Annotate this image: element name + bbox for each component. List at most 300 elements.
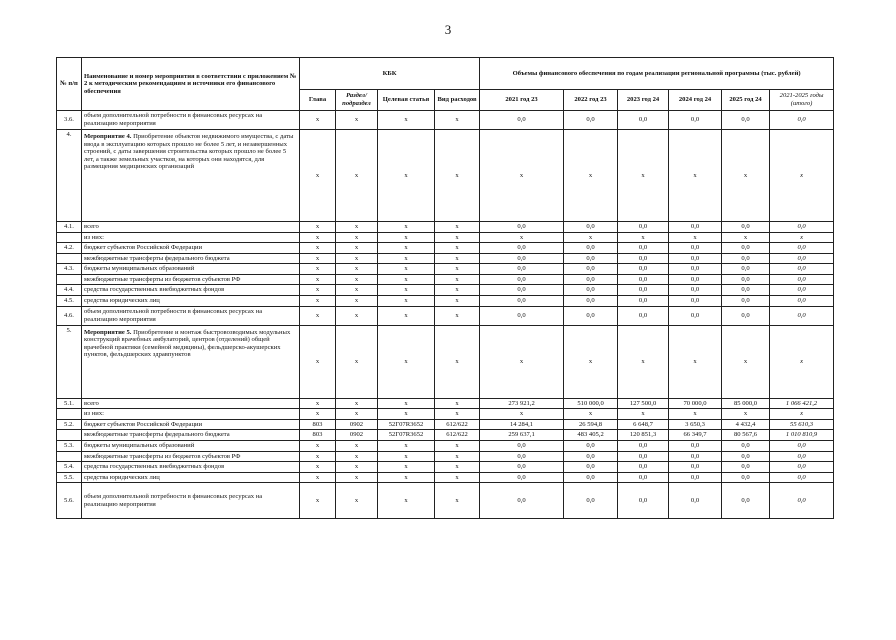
kbk-vid: x bbox=[435, 253, 480, 264]
value-year: 120 851,3 bbox=[618, 430, 669, 441]
value-year: 0,0 bbox=[564, 451, 618, 462]
row-number: 5.2. bbox=[57, 419, 82, 430]
value-year: 0,0 bbox=[564, 296, 618, 307]
value-year: 0,0 bbox=[618, 264, 669, 275]
value-year: 0,0 bbox=[669, 306, 722, 325]
value-total: 1 066 421,2 bbox=[770, 398, 834, 409]
row-number bbox=[57, 232, 82, 243]
table-row bbox=[57, 325, 834, 398]
kbk-vid: x bbox=[435, 274, 480, 285]
kbk-statya: x bbox=[378, 274, 435, 285]
kbk-statya: x bbox=[378, 111, 435, 130]
value-year: x bbox=[618, 325, 669, 398]
value-year: 0,0 bbox=[480, 222, 564, 233]
value-total: x bbox=[770, 232, 834, 243]
row-label: межбюджетные трансферты из бюджетов субъектов РФ bbox=[84, 275, 241, 283]
kbk-vid: x bbox=[435, 130, 480, 222]
kbk-statya: x bbox=[378, 306, 435, 325]
kbk-statya: x bbox=[378, 285, 435, 296]
value-year: x bbox=[480, 232, 564, 243]
value-year: x bbox=[618, 409, 669, 420]
row-number bbox=[57, 430, 82, 441]
kbk-glava: x bbox=[300, 222, 336, 233]
kbk-vid: x bbox=[435, 111, 480, 130]
header-year-2021: 2021 год 23 bbox=[480, 90, 564, 111]
value-total: 0,0 bbox=[770, 462, 834, 473]
row-number: 4.2. bbox=[57, 243, 82, 254]
value-year: 0,0 bbox=[669, 222, 722, 233]
value-year: 273 921,2 bbox=[480, 398, 564, 409]
value-year: 0,0 bbox=[722, 243, 770, 254]
value-year: x bbox=[618, 130, 669, 222]
value-year: 510 000,0 bbox=[564, 398, 618, 409]
row-name bbox=[82, 451, 300, 462]
value-year: 0,0 bbox=[618, 222, 669, 233]
row-label: всего bbox=[84, 399, 99, 407]
table-row bbox=[57, 398, 834, 409]
row-name bbox=[82, 253, 300, 264]
value-year: 0,0 bbox=[669, 483, 722, 519]
kbk-statya: x bbox=[378, 398, 435, 409]
row-name bbox=[82, 483, 300, 519]
table-row bbox=[57, 483, 834, 519]
value-year: x bbox=[669, 130, 722, 222]
value-year: x bbox=[722, 325, 770, 398]
funding-table bbox=[56, 57, 834, 519]
value-total: 0,0 bbox=[770, 243, 834, 254]
table-row bbox=[57, 306, 834, 325]
row-label: межбюджетные трансферты из бюджетов субъектов РФ bbox=[84, 452, 241, 460]
kbk-statya: x bbox=[378, 462, 435, 473]
value-year: 0,0 bbox=[564, 222, 618, 233]
row-number bbox=[57, 451, 82, 462]
kbk-glava: x bbox=[300, 274, 336, 285]
row-name bbox=[82, 419, 300, 430]
kbk-vid: 612/622 bbox=[435, 419, 480, 430]
row-name bbox=[82, 264, 300, 275]
table-row bbox=[57, 232, 834, 243]
kbk-razdel: x bbox=[336, 440, 378, 451]
kbk-razdel: x bbox=[336, 483, 378, 519]
header-kbk-glava: Глава bbox=[300, 90, 336, 111]
row-name bbox=[82, 462, 300, 473]
kbk-vid: x bbox=[435, 232, 480, 243]
value-year: 0,0 bbox=[722, 222, 770, 233]
value-year: 0,0 bbox=[618, 285, 669, 296]
value-year: 0,0 bbox=[618, 253, 669, 264]
row-label: всего bbox=[84, 223, 99, 230]
value-year: x bbox=[564, 130, 618, 222]
header-kbk-statya: Целевая статья bbox=[378, 90, 435, 111]
value-year: 0,0 bbox=[564, 274, 618, 285]
kbk-vid: x bbox=[435, 296, 480, 307]
row-name bbox=[82, 325, 300, 398]
kbk-razdel: x bbox=[336, 274, 378, 285]
table-row bbox=[57, 451, 834, 462]
kbk-glava: x bbox=[300, 306, 336, 325]
row-name bbox=[82, 243, 300, 254]
kbk-vid: x bbox=[435, 472, 480, 483]
row-label: Приобретение объектов недвижимого имущества, с даты ввода в эксплуатацию которых прошло не более 5 лет, и незавершенных строений, с даты завершения строительства которых прошло не более 5 лет, а также земельных участков, на которых они находятся, для размещения медицинских организаций bbox=[84, 133, 294, 171]
value-year: 0,0 bbox=[722, 451, 770, 462]
value-year: 0,0 bbox=[480, 111, 564, 130]
kbk-statya: x bbox=[378, 451, 435, 462]
kbk-vid: 612/622 bbox=[435, 430, 480, 441]
row-label: объем дополнительной потребности в финансовых ресурсах на реализацию мероприятия bbox=[84, 493, 263, 508]
value-year: 85 000,0 bbox=[722, 398, 770, 409]
value-year: 0,0 bbox=[618, 440, 669, 451]
kbk-vid: x bbox=[435, 483, 480, 519]
value-year: 3 650,3 bbox=[669, 419, 722, 430]
value-year: 0,0 bbox=[722, 296, 770, 307]
header-funding: Объемы финансового обеспечения по годам реализации региональной программы (тыс. рублей) bbox=[480, 58, 834, 90]
row-number: 5.1. bbox=[57, 398, 82, 409]
value-total: 0,0 bbox=[770, 285, 834, 296]
row-number: 4.4. bbox=[57, 285, 82, 296]
value-year: 127 500,0 bbox=[618, 398, 669, 409]
kbk-statya: x bbox=[378, 264, 435, 275]
kbk-razdel: x bbox=[336, 232, 378, 243]
value-year: 0,0 bbox=[669, 274, 722, 285]
value-year: 0,0 bbox=[618, 274, 669, 285]
kbk-vid: x bbox=[435, 306, 480, 325]
kbk-vid: x bbox=[435, 243, 480, 254]
table-row bbox=[57, 440, 834, 451]
value-year: 0,0 bbox=[618, 111, 669, 130]
value-year: 6 648,7 bbox=[618, 419, 669, 430]
value-year: 0,0 bbox=[669, 285, 722, 296]
value-year: 0,0 bbox=[618, 451, 669, 462]
kbk-glava: 803 bbox=[300, 430, 336, 441]
value-year: 0,0 bbox=[618, 296, 669, 307]
value-total: 0,0 bbox=[770, 253, 834, 264]
value-total: 0,0 bbox=[770, 440, 834, 451]
header-kbk-vid: Вид расходов bbox=[435, 90, 480, 111]
value-year: 0,0 bbox=[618, 462, 669, 473]
value-total: 0,0 bbox=[770, 306, 834, 325]
header-num: № п/п bbox=[57, 58, 82, 111]
value-year: 0,0 bbox=[564, 253, 618, 264]
value-year: 259 637,1 bbox=[480, 430, 564, 441]
value-year: 0,0 bbox=[669, 111, 722, 130]
value-year: 483 405,2 bbox=[564, 430, 618, 441]
value-year: 0,0 bbox=[564, 111, 618, 130]
measure-title: Мероприятие 4. bbox=[84, 133, 134, 140]
kbk-statya: x bbox=[378, 409, 435, 420]
kbk-statya: x bbox=[378, 243, 435, 254]
value-year: 0,0 bbox=[669, 451, 722, 462]
row-label: средства государственных внебюджетных фондов bbox=[84, 286, 225, 294]
value-year: 0,0 bbox=[669, 462, 722, 473]
kbk-glava: x bbox=[300, 264, 336, 275]
row-number bbox=[57, 253, 82, 264]
header-year-2024: 2024 год 24 bbox=[669, 90, 722, 111]
row-label: из них: bbox=[84, 410, 104, 418]
value-year: 0,0 bbox=[618, 483, 669, 519]
value-year: 0,0 bbox=[564, 243, 618, 254]
row-label: объем дополнительной потребности в финансовых ресурсах на реализацию мероприятия bbox=[84, 308, 263, 323]
kbk-statya: x bbox=[378, 325, 435, 398]
value-year: 0,0 bbox=[722, 440, 770, 451]
value-year: 0,0 bbox=[480, 264, 564, 275]
value-year: 0,0 bbox=[480, 243, 564, 254]
value-year: 0,0 bbox=[618, 306, 669, 325]
row-name bbox=[82, 274, 300, 285]
value-year: 80 567,6 bbox=[722, 430, 770, 441]
header-name: Наименование и номер мероприятия в соответствии с приложением № 2 к методическим рекомендациям и источники его финансового обеспечения bbox=[82, 58, 300, 111]
value-year: x bbox=[480, 409, 564, 420]
value-year: 0,0 bbox=[669, 243, 722, 254]
value-total: x bbox=[770, 325, 834, 398]
kbk-vid: x bbox=[435, 409, 480, 420]
row-name bbox=[82, 111, 300, 130]
value-year: x bbox=[564, 232, 618, 243]
row-label: средства государственных внебюджетных фондов bbox=[84, 463, 225, 471]
value-year: 0,0 bbox=[564, 462, 618, 473]
row-label: средства юридических лиц bbox=[84, 297, 160, 305]
kbk-statya: x bbox=[378, 472, 435, 483]
header-year-2022: 2022 год 23 bbox=[564, 90, 618, 111]
value-total: 0,0 bbox=[770, 264, 834, 275]
kbk-glava: x bbox=[300, 440, 336, 451]
kbk-glava: x bbox=[300, 472, 336, 483]
value-year: 0,0 bbox=[564, 306, 618, 325]
table-row bbox=[57, 430, 834, 441]
table-row bbox=[57, 243, 834, 254]
header-kbk-razdel: Раздел/ подраздел bbox=[336, 90, 378, 111]
value-year: 0,0 bbox=[618, 472, 669, 483]
table-body bbox=[57, 111, 834, 519]
value-year: x bbox=[722, 130, 770, 222]
kbk-glava: x bbox=[300, 253, 336, 264]
value-year: 0,0 bbox=[564, 285, 618, 296]
value-year: x bbox=[618, 232, 669, 243]
table-row bbox=[57, 472, 834, 483]
kbk-statya: x bbox=[378, 483, 435, 519]
row-name bbox=[82, 430, 300, 441]
table-row bbox=[57, 285, 834, 296]
kbk-glava: x bbox=[300, 111, 336, 130]
kbk-statya: x bbox=[378, 130, 435, 222]
value-total: 0,0 bbox=[770, 296, 834, 307]
table-row bbox=[57, 222, 834, 233]
row-name bbox=[82, 232, 300, 243]
value-year: 0,0 bbox=[480, 462, 564, 473]
value-year: 26 594,8 bbox=[564, 419, 618, 430]
value-year: 0,0 bbox=[722, 306, 770, 325]
value-year: x bbox=[722, 409, 770, 420]
kbk-glava: x bbox=[300, 296, 336, 307]
table-row bbox=[57, 274, 834, 285]
row-number: 4.3. bbox=[57, 264, 82, 275]
value-year: 0,0 bbox=[564, 264, 618, 275]
value-total: 0,0 bbox=[770, 483, 834, 519]
kbk-glava: 803 bbox=[300, 419, 336, 430]
value-year: x bbox=[480, 130, 564, 222]
row-label: из них: bbox=[84, 233, 104, 241]
value-total: 0,0 bbox=[770, 451, 834, 462]
kbk-statya: 52Г07R3652 bbox=[378, 430, 435, 441]
row-label: средства юридических лиц bbox=[84, 473, 160, 481]
kbk-vid: x bbox=[435, 462, 480, 473]
row-label: Приобретение и монтаж быстровозводимых модульных конструкций врачебных амбулаторий, центров (отделений) общей врачебной практики (семейной медицины), фельдшерско-акушерских пунктов, фельдшерских здравпунктов bbox=[84, 328, 291, 359]
kbk-statya: 52Г07R3652 bbox=[378, 419, 435, 430]
row-number: 4.1. bbox=[57, 222, 82, 233]
kbk-statya: x bbox=[378, 253, 435, 264]
kbk-razdel: x bbox=[336, 451, 378, 462]
value-total: 0,0 bbox=[770, 111, 834, 130]
row-number: 5.4. bbox=[57, 462, 82, 473]
value-year: 0,0 bbox=[722, 253, 770, 264]
kbk-razdel: x bbox=[336, 472, 378, 483]
value-year: 0,0 bbox=[480, 451, 564, 462]
value-year: 0,0 bbox=[564, 472, 618, 483]
value-year: x bbox=[564, 409, 618, 420]
row-name bbox=[82, 398, 300, 409]
kbk-vid: x bbox=[435, 325, 480, 398]
table-row bbox=[57, 462, 834, 473]
row-name bbox=[82, 222, 300, 233]
kbk-razdel: x bbox=[336, 398, 378, 409]
kbk-glava: x bbox=[300, 451, 336, 462]
header-kbk: КБК bbox=[300, 58, 480, 90]
value-year: 0,0 bbox=[564, 483, 618, 519]
kbk-statya: x bbox=[378, 440, 435, 451]
kbk-vid: x bbox=[435, 285, 480, 296]
kbk-glava: x bbox=[300, 462, 336, 473]
value-total: 0,0 bbox=[770, 472, 834, 483]
row-name bbox=[82, 472, 300, 483]
row-number: 3.6. bbox=[57, 111, 82, 130]
value-year: 0,0 bbox=[480, 253, 564, 264]
row-name bbox=[82, 296, 300, 307]
row-name bbox=[82, 130, 300, 222]
kbk-razdel: x bbox=[336, 111, 378, 130]
row-label: объем дополнительной потребности в финансовых ресурсах на реализацию мероприятия bbox=[84, 112, 263, 127]
row-label: межбюджетные трансферты федерального бюджета bbox=[84, 254, 230, 262]
value-total: 0,0 bbox=[770, 222, 834, 233]
measure-title: Мероприятие 5. bbox=[84, 328, 134, 336]
value-year: x bbox=[480, 325, 564, 398]
value-year: 0,0 bbox=[564, 440, 618, 451]
value-total: 0,0 bbox=[770, 274, 834, 285]
kbk-razdel: x bbox=[336, 264, 378, 275]
row-label: бюджеты муниципальных образований bbox=[84, 265, 195, 273]
value-year: 0,0 bbox=[480, 306, 564, 325]
value-year: 0,0 bbox=[722, 285, 770, 296]
value-year: 0,0 bbox=[722, 111, 770, 130]
value-year: 0,0 bbox=[669, 296, 722, 307]
value-year: x bbox=[669, 409, 722, 420]
value-year: 0,0 bbox=[722, 472, 770, 483]
row-name bbox=[82, 306, 300, 325]
kbk-glava: x bbox=[300, 325, 336, 398]
value-year: 0,0 bbox=[669, 472, 722, 483]
kbk-vid: x bbox=[435, 440, 480, 451]
kbk-razdel: x bbox=[336, 296, 378, 307]
kbk-glava: x bbox=[300, 285, 336, 296]
value-year: 0,0 bbox=[480, 483, 564, 519]
kbk-vid: x bbox=[435, 398, 480, 409]
row-number: 4.5. bbox=[57, 296, 82, 307]
kbk-vid: x bbox=[435, 222, 480, 233]
value-year: 0,0 bbox=[669, 264, 722, 275]
kbk-razdel: x bbox=[336, 243, 378, 254]
value-year: x bbox=[669, 232, 722, 243]
value-year: 14 284,1 bbox=[480, 419, 564, 430]
row-number: 5.6. bbox=[57, 483, 82, 519]
page-number: 3 bbox=[444, 22, 452, 37]
value-year: 0,0 bbox=[722, 274, 770, 285]
row-label: бюджет субъектов Российской Федерации bbox=[84, 420, 203, 428]
header-year-2025: 2025 год 24 bbox=[722, 90, 770, 111]
value-year: 0,0 bbox=[480, 285, 564, 296]
table-row bbox=[57, 419, 834, 430]
kbk-glava: x bbox=[300, 243, 336, 254]
kbk-razdel: x bbox=[336, 253, 378, 264]
row-number: 5.3. bbox=[57, 440, 82, 451]
value-year: 4 432,4 bbox=[722, 419, 770, 430]
kbk-razdel: 0902 bbox=[336, 430, 378, 441]
value-year: 66 349,7 bbox=[669, 430, 722, 441]
value-year: 0,0 bbox=[480, 440, 564, 451]
value-year: 70 000,0 bbox=[669, 398, 722, 409]
row-number: 5. bbox=[57, 325, 82, 398]
row-label: межбюджетные трансферты федерального бюджета bbox=[84, 431, 230, 439]
kbk-razdel: x bbox=[336, 222, 378, 233]
row-number bbox=[57, 409, 82, 420]
value-year: x bbox=[669, 325, 722, 398]
value-total: x bbox=[770, 409, 834, 420]
row-label: бюджет субъектов Российской Федерации bbox=[84, 244, 203, 252]
value-year: 0,0 bbox=[669, 253, 722, 264]
kbk-vid: x bbox=[435, 264, 480, 275]
row-name bbox=[82, 285, 300, 296]
kbk-razdel: x bbox=[336, 130, 378, 222]
row-number bbox=[57, 274, 82, 285]
row-label: бюджеты муниципальных образований bbox=[84, 441, 195, 449]
kbk-statya: x bbox=[378, 296, 435, 307]
value-total: x bbox=[770, 130, 834, 222]
kbk-razdel: x bbox=[336, 285, 378, 296]
table-row bbox=[57, 253, 834, 264]
kbk-razdel: x bbox=[336, 462, 378, 473]
kbk-razdel: 0902 bbox=[336, 419, 378, 430]
header-year-total: 2021-2025 годы (итого) bbox=[770, 90, 834, 111]
table-row bbox=[57, 296, 834, 307]
value-year: 0,0 bbox=[722, 483, 770, 519]
table-row bbox=[57, 264, 834, 275]
row-name bbox=[82, 409, 300, 420]
kbk-statya: x bbox=[378, 232, 435, 243]
value-year: 0,0 bbox=[722, 462, 770, 473]
value-year: 0,0 bbox=[480, 274, 564, 285]
value-year: x bbox=[722, 232, 770, 243]
kbk-razdel: x bbox=[336, 409, 378, 420]
kbk-glava: x bbox=[300, 483, 336, 519]
kbk-razdel: x bbox=[336, 325, 378, 398]
row-name bbox=[82, 440, 300, 451]
value-year: 0,0 bbox=[480, 296, 564, 307]
header-year-2023: 2023 год 24 bbox=[618, 90, 669, 111]
value-year: 0,0 bbox=[618, 243, 669, 254]
kbk-statya: x bbox=[378, 222, 435, 233]
kbk-glava: x bbox=[300, 232, 336, 243]
kbk-glava: x bbox=[300, 398, 336, 409]
value-year: 0,0 bbox=[480, 472, 564, 483]
kbk-glava: x bbox=[300, 409, 336, 420]
kbk-glava: x bbox=[300, 130, 336, 222]
